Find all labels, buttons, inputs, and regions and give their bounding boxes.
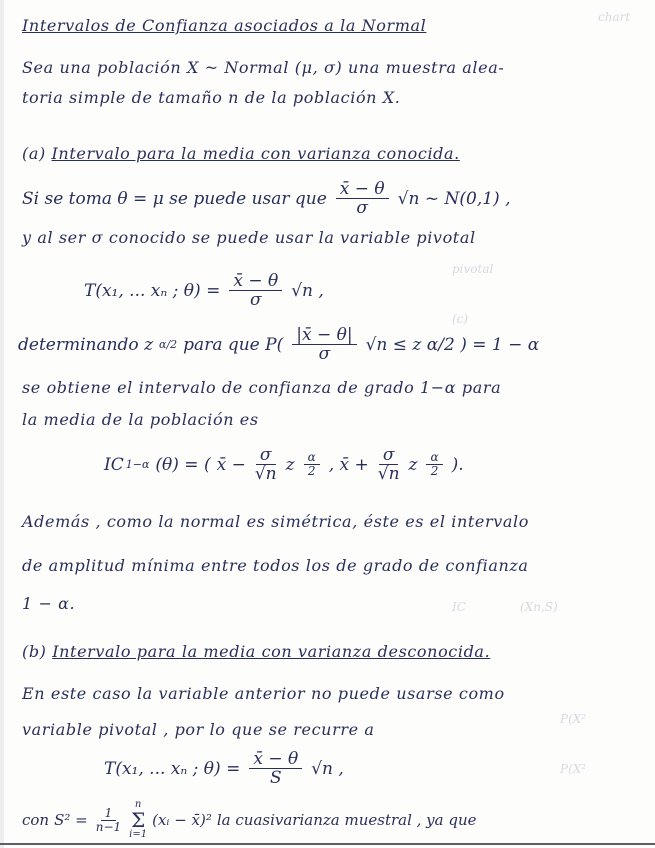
fraction bbox=[249, 750, 302, 787]
pivot-formula-b bbox=[104, 750, 344, 787]
intro-line-2: toria simple de tamaño n de la población X. bbox=[22, 88, 401, 107]
page-heading: Intervalos de Confianza asociados a la Normal bbox=[22, 16, 427, 35]
fraction bbox=[255, 446, 277, 483]
bleed-text: P(X² bbox=[560, 762, 587, 776]
ic-subscript: 1−α bbox=[125, 458, 150, 471]
section-b-line-1: En este caso la variable anterior no puede usarse como bbox=[22, 684, 505, 703]
section-a-line-1 bbox=[22, 180, 511, 217]
section-b-title: Intervalo para la media con varianza desconocida. bbox=[52, 642, 491, 661]
fraction-numerator: x̄ − θ bbox=[249, 750, 302, 769]
bleed-text: IC bbox=[452, 600, 466, 614]
sum-top: n bbox=[134, 799, 142, 810]
section-a-line-2: y al ser σ conocido se puede usar la variable pivotal bbox=[22, 228, 476, 247]
pivot-lhs: T(x₁, ... xₙ ; θ) = bbox=[104, 758, 241, 779]
bleed-text: (Xn,S) bbox=[520, 600, 558, 614]
fraction-numerator: x̄ − θ bbox=[229, 272, 282, 291]
fraction-numerator: σ bbox=[379, 446, 399, 465]
s2-lhs: S² = bbox=[54, 811, 88, 829]
page-bottom-edge bbox=[0, 843, 655, 845]
z: z bbox=[408, 454, 418, 475]
bleed-text: chart bbox=[598, 10, 631, 24]
bleed-text: pivotal bbox=[452, 262, 494, 276]
sum-body: (xᵢ − x̄)² bbox=[152, 811, 212, 829]
fraction-denominator: 2 bbox=[307, 464, 316, 478]
page-gutter bbox=[0, 0, 4, 848]
ic-lhs: IC bbox=[104, 454, 124, 475]
fraction bbox=[96, 807, 121, 834]
fraction-numerator: α bbox=[304, 451, 320, 465]
fraction bbox=[304, 451, 320, 478]
z: z bbox=[285, 454, 295, 475]
section-a-label: (a) bbox=[22, 144, 46, 163]
ic-lower: x̄ − bbox=[216, 454, 246, 475]
pivot-lhs: T(x₁, ... xₙ ; θ) = bbox=[84, 280, 221, 301]
text: para que P( bbox=[183, 334, 284, 355]
fraction-numerator: 1 bbox=[101, 807, 117, 821]
bleed-text: (c) bbox=[452, 312, 469, 326]
variance-line bbox=[22, 800, 477, 840]
fraction-denominator: S bbox=[269, 768, 282, 788]
fraction-denominator: σ bbox=[356, 198, 369, 218]
text: la cuasivarianza muestral , ya que bbox=[216, 811, 477, 829]
ademas-line-2: de amplitud mínima entre todos los de grado de confianza bbox=[22, 556, 529, 575]
sigma-icon: Σ bbox=[131, 808, 146, 832]
fraction-denominator: √n bbox=[254, 464, 277, 484]
text: Si se toma θ = μ se puede usar que bbox=[22, 188, 327, 209]
ic-sep: , x̄ + bbox=[328, 454, 369, 475]
fraction bbox=[229, 272, 282, 309]
bleed-text: P(X² bbox=[560, 712, 587, 726]
intro-line-1: Sea una población X ~ Normal (μ, σ) una muestra alea- bbox=[22, 58, 505, 77]
fraction bbox=[292, 326, 356, 363]
fraction-denominator: 2 bbox=[430, 464, 439, 478]
summation bbox=[129, 800, 147, 840]
fraction bbox=[336, 180, 389, 217]
section-b-header bbox=[22, 642, 645, 662]
section-b-line-2: variable pivotal , por lo que se recurre a bbox=[22, 720, 375, 739]
ademas-line-1: Además , como la normal es simétrica, éste es el intervalo bbox=[22, 512, 529, 531]
fraction-numerator: α bbox=[426, 451, 442, 465]
ic-arg: (θ) = ( bbox=[155, 454, 211, 475]
fraction-numerator: |x̄ − θ| bbox=[292, 326, 356, 345]
text: √n ≤ z α/2 ) = 1 − α bbox=[365, 334, 540, 355]
fraction-numerator: x̄ − θ bbox=[336, 180, 389, 199]
fraction-denominator: n−1 bbox=[95, 819, 122, 834]
pivot-tail: √n , bbox=[311, 758, 344, 779]
fraction-denominator: σ bbox=[318, 344, 331, 364]
fraction-denominator: σ bbox=[249, 290, 262, 310]
pivot-tail: √n , bbox=[291, 280, 324, 301]
fraction-denominator: √n bbox=[377, 464, 400, 484]
ic-close: ). bbox=[451, 454, 464, 475]
text: determinando z bbox=[18, 334, 154, 355]
text: √n ~ N(0,1) , bbox=[397, 188, 511, 209]
section-b-label: (b) bbox=[22, 642, 47, 661]
section-a-header bbox=[22, 144, 645, 164]
ademas-line-3: 1 − α. bbox=[22, 594, 76, 613]
sum-bottom: i=1 bbox=[129, 829, 148, 840]
section-a-title: Intervalo para la media con varianza conocida. bbox=[51, 144, 460, 163]
confidence-interval-formula bbox=[104, 446, 464, 483]
fraction bbox=[426, 451, 442, 478]
fraction bbox=[378, 446, 400, 483]
fraction-numerator: σ bbox=[256, 446, 276, 465]
determining-line bbox=[18, 326, 539, 363]
obtain-line: se obtiene el intervalo de confianza de grado 1−α para bbox=[22, 378, 502, 397]
subscript: α/2 bbox=[159, 338, 178, 351]
media-line: la media de la población es bbox=[22, 410, 259, 429]
text: con bbox=[22, 811, 50, 829]
pivot-formula-a bbox=[84, 272, 324, 309]
